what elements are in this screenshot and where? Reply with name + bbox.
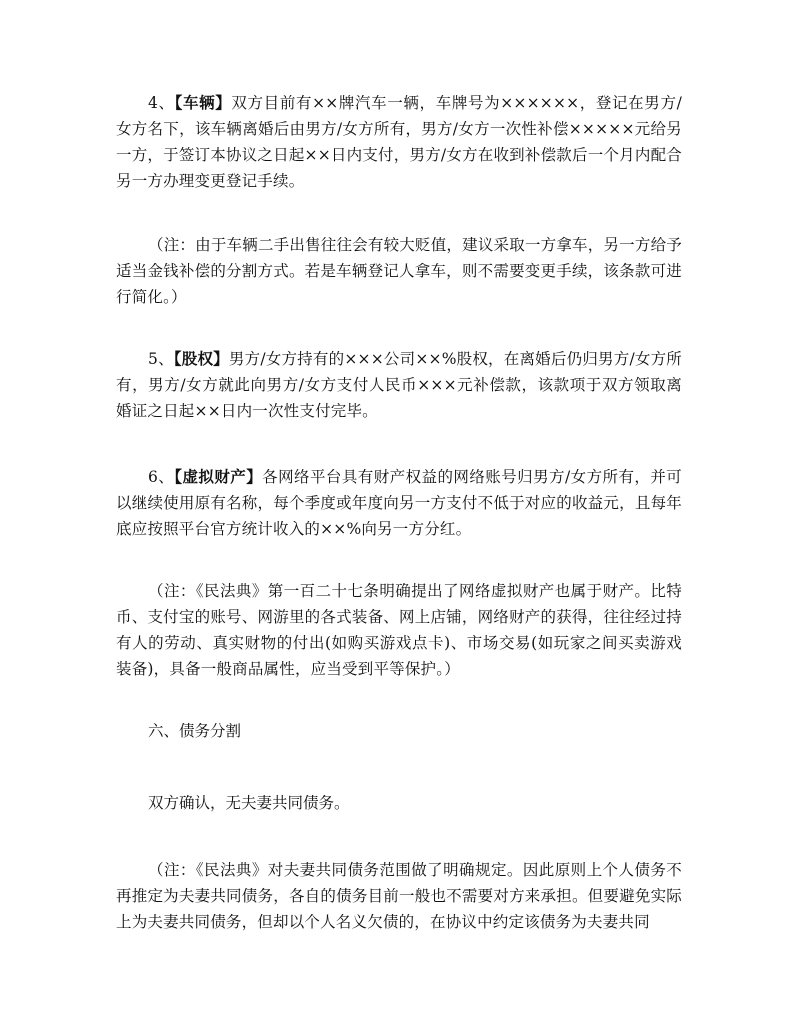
clause-tag: 【股权】	[173, 349, 229, 368]
clause-text: 双方目前有××牌汽车一辆，车牌号为××××××，登记在男方/女方名下，该车辆离婚后由男方/女方所有，男方/女方一次性补偿×××××元给另一方，于签订本协议之日起××日内支付，男方/女方在收到补偿款后一个月内配合另一方办理变更登记手续。	[116, 94, 682, 190]
note-vehicle: （注：由于车辆二手出售往往会有较大贬值，建议采取一方拿车，另一方给予适当金钱补偿的分割方式。若是车辆登记人拿车，则不需要变更手续，该条款可进行简化。）	[116, 236, 682, 306]
clause-virtual-property	[116, 464, 682, 542]
debt-statement: 双方确认，无夫妻共同债务。	[148, 794, 350, 812]
clause-number: 5、	[148, 350, 174, 368]
clause-text: 男方/女方持有的×××公司××%股权，在离婚后仍归男方/女方所有，男方/女方就此向男方/女方支付人民币×××元补偿款，该款项于双方领取离婚证之日起××日内一次性支付完毕。	[116, 350, 683, 420]
clause-tag: 【虚拟财产】	[174, 467, 263, 486]
clause-number: 6、	[148, 468, 175, 486]
clause-tag: 【车辆】	[174, 93, 232, 112]
clause-vehicle	[116, 90, 682, 194]
clause-number: 4、	[148, 94, 175, 112]
clause-text: 各网络平台具有财产权益的网络账号归男方/女方所有，并可以继续使用原有名称，每个季度或年度向另一方支付不低于对应的收益元，且每年底应按照平台官方统计收入的××%向另一方分红。	[116, 468, 683, 538]
section-heading-debt: 六、债务分割	[148, 722, 242, 740]
note-virtual-property: （注：《民法典》第一百二十七条明确提出了网络虚拟财产也属于财产。比特币、支付宝的账号、网游里的各式装备、网上店铺，网络财产的获得，往往经过持有人的劳动、真实财物的付出(如购买游戏点卡)、市场交易(如玩家之间买卖游戏装备)，具备一般商品属性，应当受到平等保护。）	[116, 582, 682, 678]
clause-equity	[116, 346, 682, 424]
note-debt: （注：《民法典》对夫妻共同债务范围做了明确规定。因此原则上个人债务不再推定为夫妻共同债务，各自的债务目前一般也不需要对方来承担。但要避免实际上为夫妻共同债务，但却以个人名义欠债的，在协议中约定该债务为夫妻共同	[116, 861, 682, 931]
